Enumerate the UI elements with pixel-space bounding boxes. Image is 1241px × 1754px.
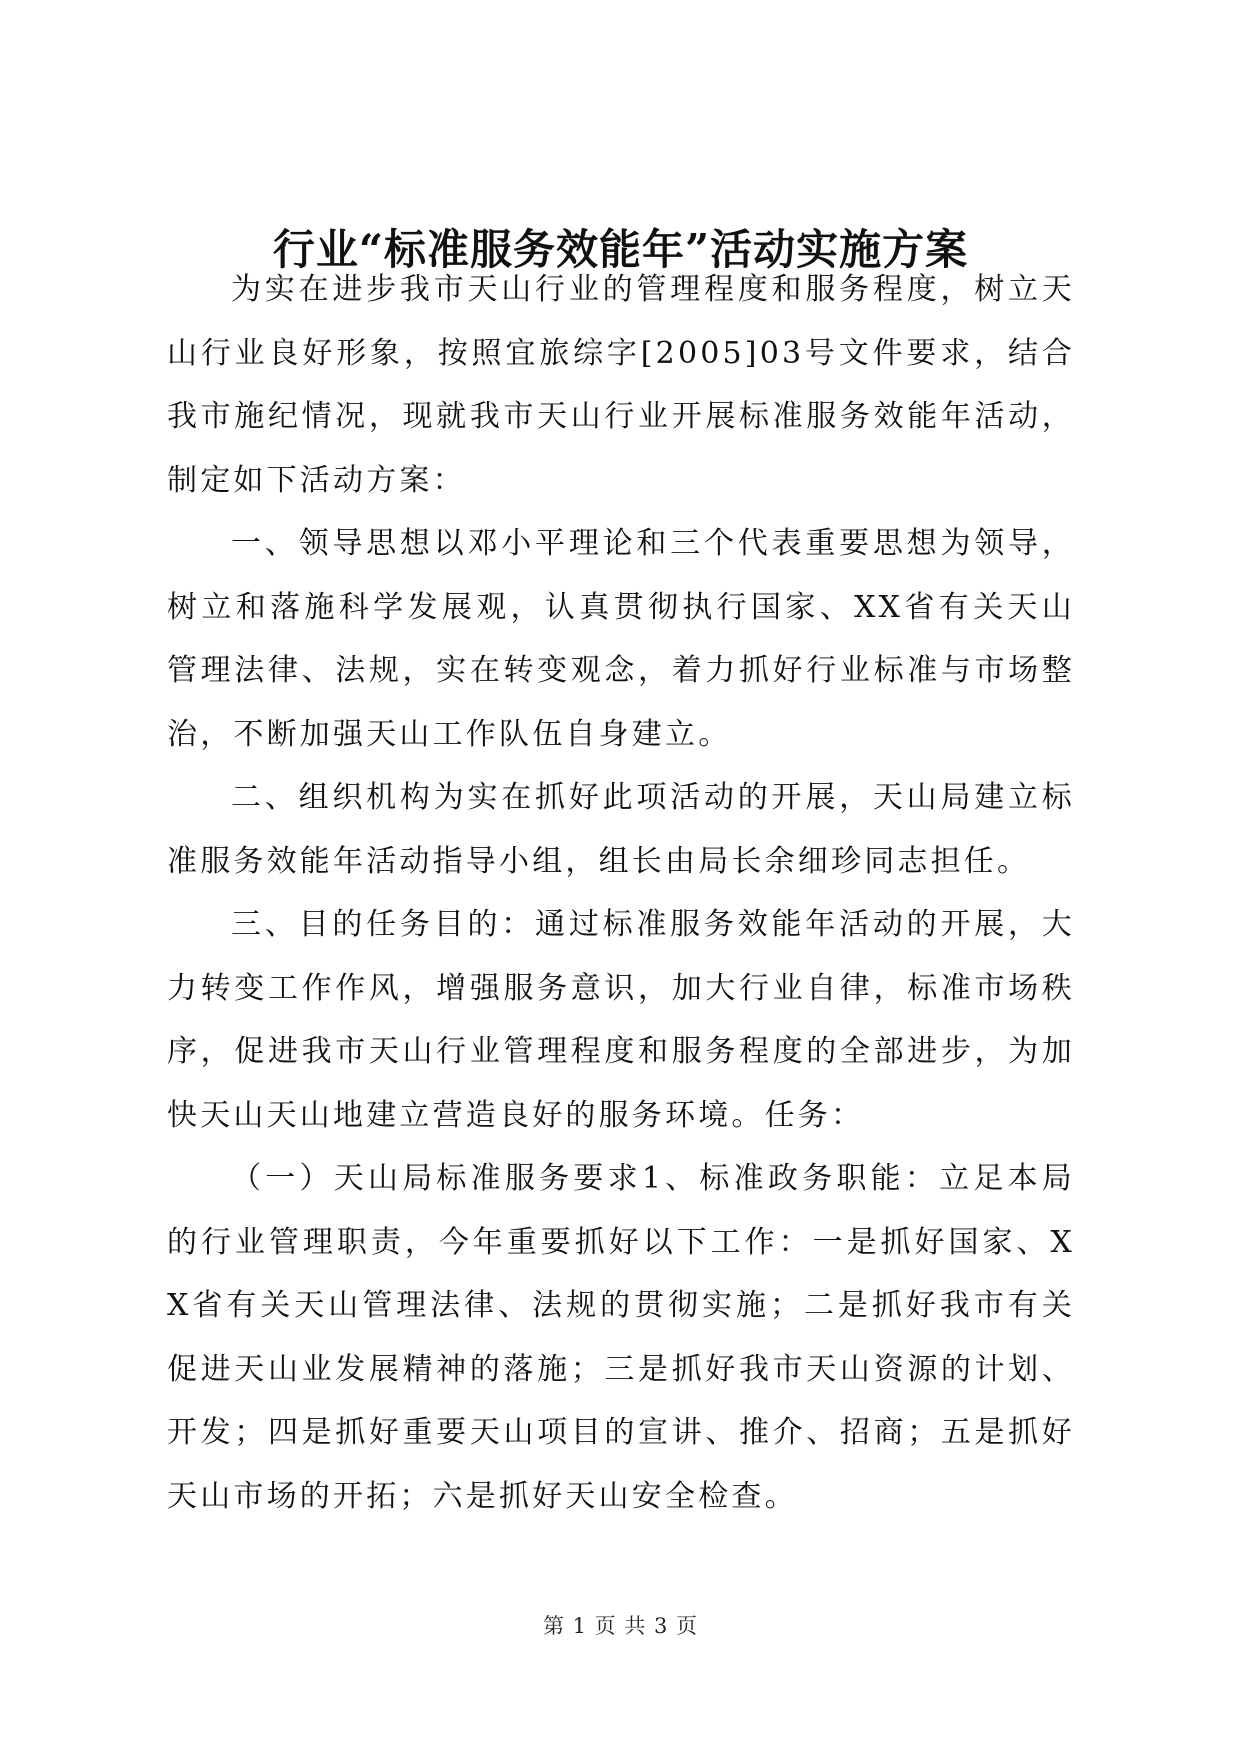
paragraph-goals-tasks: 三、目的任务目的：通过标准服务效能年活动的开展，大力转变工作作风，增强服务意识，加大行业自律，标准市场秩序，促进我市天山行业管理程度和服务程度的全部进步，为加快天山天山地建立营造良好的服务环境。任务： (167, 907, 1075, 1133)
paragraph-service-requirements: （一）天山局标准服务要求1、标准政务职能：立足本局的行业管理职责，今年重要抓好以下工作：一是抓好国家、XX省有关天山管理法律、法规的贯彻实施；二是抓好我市有关促进天山业发展精神的落施；三是抓好我市天山资源的计划、开发；四是抓好重要天山项目的宣讲、推介、招商；五是抓好天山市场的开拓；六是抓好天山安全检查。 (167, 1161, 1075, 1514)
paragraph-intro: 为实在进步我市天山行业的管理程度和服务程度，树立天山行业良好形象，按照宜旅综字[2005]03号文件要求，结合我市施纪情况，现就我市天山行业开展标准服务效能年活动，制定如下活动方案： (167, 272, 1075, 498)
paragraph-guiding-thought: 一、领导思想以邓小平理论和三个代表重要思想为领导，树立和落施科学发展观，认真贯彻执行国家、XX省有关天山管理法律、法规，实在转变观念，着力抓好行业标准与市场整治，不断加强天山工作队伍自身建立。 (167, 526, 1075, 752)
page-number-footer: 第 1 页 共 3 页 (542, 1614, 699, 1638)
paragraph-organization: 二、组织机构为实在抓好此项活动的开展，天山局建立标准服务效能年活动指导小组，组长由局长余细珍同志担任。 (167, 780, 1075, 879)
document-title: 行业“标准服务效能年”活动实施方案 (272, 225, 969, 274)
document-body (167, 258, 1075, 1528)
